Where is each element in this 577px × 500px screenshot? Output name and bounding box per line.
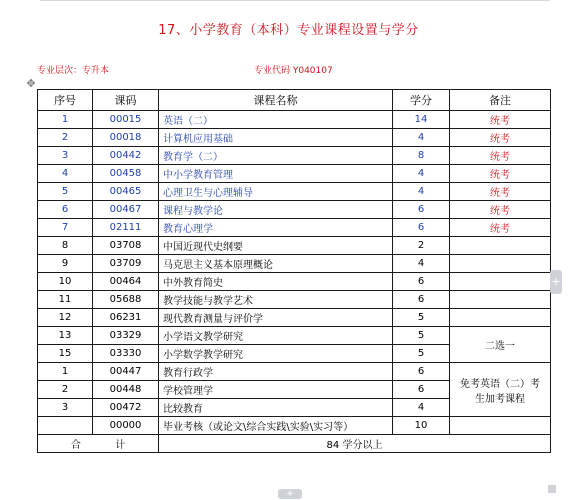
row-code: 03709 bbox=[93, 255, 159, 273]
table-row bbox=[38, 129, 551, 147]
row-name: 课程与教学论 bbox=[159, 201, 393, 219]
row-note: 统考 bbox=[450, 219, 551, 237]
row-no: 15 bbox=[38, 345, 93, 363]
total-label-a: 合 bbox=[70, 440, 81, 451]
table-row bbox=[38, 273, 551, 291]
row-note: 统考 bbox=[450, 201, 551, 219]
row-no: 13 bbox=[38, 327, 93, 345]
total-row bbox=[38, 435, 551, 453]
resize-corner[interactable] bbox=[548, 485, 556, 493]
table-row bbox=[38, 309, 551, 327]
exempt-english-note bbox=[450, 363, 551, 417]
row-credit: 6 bbox=[393, 273, 450, 291]
row-no: 7 bbox=[38, 219, 93, 237]
row-no: 9 bbox=[38, 255, 93, 273]
row-name: 教学技能与教学艺术 bbox=[159, 291, 393, 309]
header-name: 课程名称 bbox=[159, 90, 393, 111]
exempt-note-line1: 免考英语（二）考 bbox=[460, 378, 540, 390]
exempt-note-line2: 生加考课程 bbox=[475, 393, 525, 405]
total-value: 84 学分以上 bbox=[159, 435, 551, 453]
row-code: 00465 bbox=[93, 183, 159, 201]
table-header-row bbox=[38, 90, 551, 111]
row-name: 中外教育简史 bbox=[159, 273, 393, 291]
table-row bbox=[38, 147, 551, 165]
row-code: 06231 bbox=[93, 309, 159, 327]
row-note bbox=[450, 291, 551, 309]
row-note: 统考 bbox=[450, 165, 551, 183]
table-row bbox=[38, 255, 551, 273]
row-name: 比较教育 bbox=[159, 399, 393, 417]
row-code: 00447 bbox=[93, 363, 159, 381]
row-credit: 6 bbox=[393, 381, 450, 399]
header-note: 备注 bbox=[450, 90, 551, 111]
row-credit: 14 bbox=[393, 111, 450, 129]
row-name: 教育学（二） bbox=[159, 147, 393, 165]
table-row bbox=[38, 201, 551, 219]
row-code: 00000 bbox=[93, 417, 159, 435]
row-credit: 4 bbox=[393, 165, 450, 183]
row-note: 统考 bbox=[450, 183, 551, 201]
row-name: 计算机应用基础 bbox=[159, 129, 393, 147]
row-credit: 8 bbox=[393, 147, 450, 165]
header-credit: 学分 bbox=[393, 90, 450, 111]
table-row bbox=[38, 363, 551, 381]
row-code: 02111 bbox=[93, 219, 159, 237]
row-code: 03329 bbox=[93, 327, 159, 345]
row-no bbox=[38, 417, 93, 435]
row-no: 1 bbox=[38, 111, 93, 129]
header-no: 序号 bbox=[38, 90, 93, 111]
row-name: 小学语文教学研究 bbox=[159, 327, 393, 345]
row-credit: 6 bbox=[393, 201, 450, 219]
row-code: 05688 bbox=[93, 291, 159, 309]
table-row bbox=[38, 327, 551, 345]
row-code: 00448 bbox=[93, 381, 159, 399]
row-credit: 4 bbox=[393, 255, 450, 273]
row-no: 2 bbox=[38, 381, 93, 399]
row-no: 2 bbox=[38, 129, 93, 147]
row-credit: 4 bbox=[393, 183, 450, 201]
row-credit: 10 bbox=[393, 417, 450, 435]
row-no: 4 bbox=[38, 165, 93, 183]
table-row bbox=[38, 111, 551, 129]
major-level: 专业层次：专升本 bbox=[37, 66, 110, 76]
row-credit: 6 bbox=[393, 363, 450, 381]
choose-one-note: 二选一 bbox=[450, 327, 551, 363]
move-arrows-icon[interactable]: ✥ bbox=[26, 77, 36, 90]
row-no: 1 bbox=[38, 363, 93, 381]
row-credit: 4 bbox=[393, 399, 450, 417]
row-name: 现代教育测量与评价学 bbox=[159, 309, 393, 327]
row-code: 03708 bbox=[93, 237, 159, 255]
row-name: 学校管理学 bbox=[159, 381, 393, 399]
plus-icon[interactable]: + bbox=[278, 489, 302, 499]
row-name: 中国近现代史纲要 bbox=[159, 237, 393, 255]
row-code: 00442 bbox=[93, 147, 159, 165]
row-note bbox=[450, 255, 551, 273]
row-no: 11 bbox=[38, 291, 93, 309]
row-credit: 2 bbox=[393, 237, 450, 255]
row-note bbox=[450, 237, 551, 255]
row-credit: 5 bbox=[393, 309, 450, 327]
table-row bbox=[38, 417, 551, 435]
row-credit: 4 bbox=[393, 129, 450, 147]
row-note: 统考 bbox=[450, 129, 551, 147]
row-name: 毕业考核（或论文\综合实践\实验\实习等） bbox=[159, 417, 393, 435]
row-code: 00472 bbox=[93, 399, 159, 417]
row-name: 英语（二） bbox=[159, 111, 393, 129]
total-label bbox=[38, 435, 159, 453]
row-code: 00015 bbox=[93, 111, 159, 129]
row-code: 00464 bbox=[93, 273, 159, 291]
course-table bbox=[37, 89, 551, 453]
row-name: 教育行政学 bbox=[159, 363, 393, 381]
row-code: 00018 bbox=[93, 129, 159, 147]
row-code: 00467 bbox=[93, 201, 159, 219]
row-note bbox=[450, 309, 551, 327]
row-name: 小学数学教学研究 bbox=[159, 345, 393, 363]
row-no: 3 bbox=[38, 399, 93, 417]
row-no: 10 bbox=[38, 273, 93, 291]
row-name: 心理卫生与心理辅导 bbox=[159, 183, 393, 201]
row-note bbox=[450, 273, 551, 291]
plus-icon[interactable]: + bbox=[550, 270, 562, 294]
major-code: 专业代码 Y040107 bbox=[254, 66, 333, 76]
row-credit: 5 bbox=[393, 327, 450, 345]
row-note: 统考 bbox=[450, 147, 551, 165]
table-row bbox=[38, 291, 551, 309]
header-code: 课码 bbox=[93, 90, 159, 111]
table-row bbox=[38, 183, 551, 201]
row-code: 03330 bbox=[93, 345, 159, 363]
row-name: 中小学教育管理 bbox=[159, 165, 393, 183]
table-row bbox=[38, 237, 551, 255]
row-name: 教育心理学 bbox=[159, 219, 393, 237]
row-no: 8 bbox=[38, 237, 93, 255]
row-no: 6 bbox=[38, 201, 93, 219]
row-note: 统考 bbox=[450, 111, 551, 129]
row-credit: 6 bbox=[393, 291, 450, 309]
row-note bbox=[450, 417, 551, 435]
row-credit: 5 bbox=[393, 345, 450, 363]
table-row bbox=[38, 165, 551, 183]
table-row bbox=[38, 219, 551, 237]
row-no: 3 bbox=[38, 147, 93, 165]
row-no: 12 bbox=[38, 309, 93, 327]
page-title: 17、小学教育（本科）专业课程设置与学分 bbox=[158, 23, 419, 38]
row-code: 00458 bbox=[93, 165, 159, 183]
row-credit: 6 bbox=[393, 219, 450, 237]
row-name: 马克思主义基本原理概论 bbox=[159, 255, 393, 273]
total-label-b: 计 bbox=[115, 440, 126, 451]
top-rule bbox=[40, 0, 550, 1]
row-no: 5 bbox=[38, 183, 93, 201]
